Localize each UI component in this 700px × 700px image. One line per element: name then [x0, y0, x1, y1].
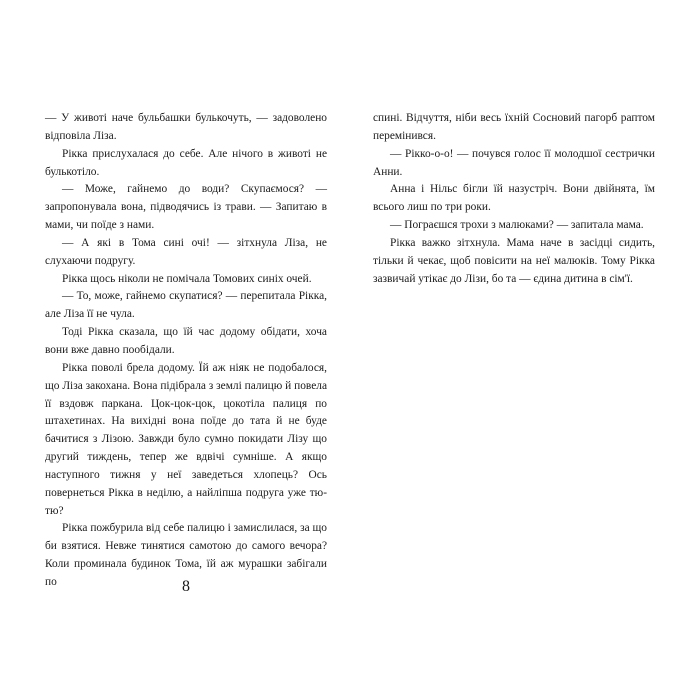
page-number-label: 8 [182, 578, 190, 595]
paragraph: Анна і Нільс бігли їй назустріч. Вони двійнята, їм всього лиш по три роки. [373, 183, 655, 214]
paragraph: спині. Відчуття, ніби весь їхній Сосновий пагорб раптом перемінився. [373, 112, 655, 142]
paragraph: Рікка прислухалася до себе. Але нічого в животі не булькотіло. [45, 147, 327, 178]
right-page-column [373, 110, 655, 592]
page-number [182, 578, 190, 596]
two-column-text-spread [0, 110, 700, 595]
paragraph: — То, може, гайнемо скупатися? — перепитала Рікка, але Ліза її не чула. [45, 290, 327, 321]
left-page-column [45, 110, 327, 595]
paragraph: Рікка поволі брела додому. Їй аж ніяк не подобалося, що Ліза закохана. Вона підібрала з землі палицю й повела її вздовж паркана. Цок-цок-цок, цокотіла палиця по штахетинах. На вихідні вона поїде до тата й не буде бачитися з Лізою. Завжди було сумно покидати Лізу що другий тиждень, тепер же вдвічі сумніше. А якщо наступного тижня у неї заведеться хлопець? Ось повернеться Рікка в неділю, а найліпша подруга уже тю-тю? [45, 361, 327, 517]
paragraph: Рікка важко зітхнула. Мама наче в засідці сидить, тільки й чекає, щоб повісити на неї малюків. Тому Рікка зазвичай утікає до Лізи, бо та — єдина дитина в сім'ї. [373, 236, 655, 285]
paragraph: Тоді Рікка сказала, що їй час додому обідати, хоча вони вже давно пообідали. [45, 326, 327, 356]
paragraph: Рікка пожбурила від себе палицю і замислилася, за що би взятися. Невже тинятися самотою до самого вечора? Коли проминала будинок Тома, їй аж мурашки забігали по [45, 522, 327, 588]
paragraph: — Рікко-о-о! — почувся голос її молодшої сестрички Анни. [373, 147, 655, 178]
paragraph: — Пограєшся трохи з малюками? — запитала мама. [390, 219, 644, 232]
paragraph: — А які в Тома сині очі! — зітхнула Ліза, не слухаючи подругу. [45, 236, 327, 267]
paragraph: Рікка щось ніколи не помічала Томових синіх очей. [62, 272, 312, 285]
paragraph: — Може, гайнемо до води? Скупаємося? — запропонувала вона, підводячись із трави. — Запитаю в мами, чи поїде з нами. [45, 183, 327, 232]
paragraph: — У животі наче бульбашки булькочуть, — задоволено відповіла Ліза. [45, 112, 327, 142]
